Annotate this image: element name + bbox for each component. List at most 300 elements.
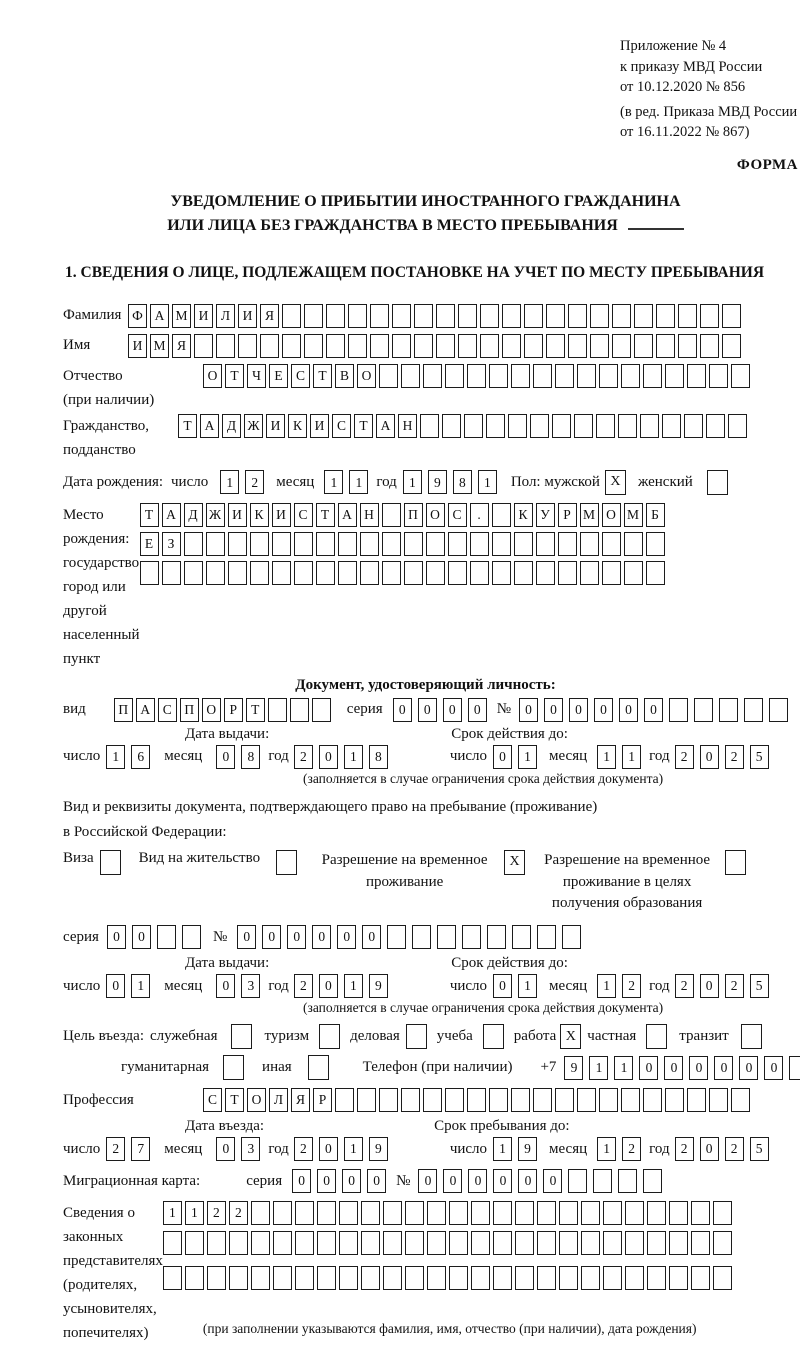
- char-cell[interactable]: [489, 1088, 508, 1112]
- char-cell[interactable]: [580, 561, 599, 585]
- char-cell[interactable]: [464, 414, 483, 438]
- char-cell[interactable]: О: [602, 503, 621, 527]
- char-cell[interactable]: 8: [453, 470, 472, 494]
- char-cell[interactable]: [316, 532, 335, 556]
- char-cell[interactable]: 2: [725, 974, 744, 998]
- char-cell[interactable]: А: [150, 304, 169, 328]
- char-cell[interactable]: [304, 304, 323, 328]
- char-cell[interactable]: [382, 503, 401, 527]
- char-cell[interactable]: О: [203, 364, 222, 388]
- char-cell[interactable]: [546, 334, 565, 358]
- char-cell[interactable]: [420, 414, 439, 438]
- char-cell[interactable]: [789, 1056, 800, 1080]
- char-cell[interactable]: [449, 1231, 468, 1255]
- char-cell[interactable]: [317, 1266, 336, 1290]
- char-cell[interactable]: 0: [237, 925, 256, 949]
- char-cell[interactable]: [480, 334, 499, 358]
- char-cell[interactable]: [383, 1231, 402, 1255]
- char-cell[interactable]: [512, 925, 531, 949]
- char-cell[interactable]: [624, 532, 643, 556]
- char-cell[interactable]: Б: [646, 503, 665, 527]
- char-cell[interactable]: [533, 364, 552, 388]
- char-cell[interactable]: [731, 1088, 750, 1112]
- char-cell[interactable]: [338, 561, 357, 585]
- char-cell[interactable]: [493, 1266, 512, 1290]
- char-cell[interactable]: [669, 1201, 688, 1225]
- char-cell[interactable]: 2: [207, 1201, 226, 1225]
- char-cell[interactable]: [643, 1169, 662, 1193]
- char-cell[interactable]: [442, 414, 461, 438]
- char-cell[interactable]: Ч: [247, 364, 266, 388]
- char-cell[interactable]: И: [272, 503, 291, 527]
- char-cell[interactable]: 1: [614, 1056, 633, 1080]
- char-cell[interactable]: Д: [184, 503, 203, 527]
- char-cell[interactable]: А: [338, 503, 357, 527]
- char-cell[interactable]: [268, 698, 287, 722]
- char-cell[interactable]: [590, 334, 609, 358]
- char-cell[interactable]: [502, 334, 521, 358]
- char-cell[interactable]: [558, 532, 577, 556]
- char-cell[interactable]: [295, 1231, 314, 1255]
- char-cell[interactable]: Ф: [128, 304, 147, 328]
- char-cell[interactable]: [157, 925, 176, 949]
- char-cell[interactable]: [555, 1088, 574, 1112]
- char-cell[interactable]: [559, 1231, 578, 1255]
- purpose-official-checkbox[interactable]: [231, 1024, 252, 1049]
- char-cell[interactable]: 2: [725, 745, 744, 769]
- char-cell[interactable]: [206, 561, 225, 585]
- char-cell[interactable]: 3: [241, 974, 260, 998]
- char-cell[interactable]: [448, 561, 467, 585]
- char-cell[interactable]: 0: [700, 1137, 719, 1161]
- sex-female-checkbox[interactable]: [707, 470, 728, 495]
- char-cell[interactable]: 2: [622, 974, 641, 998]
- char-cell[interactable]: Т: [246, 698, 265, 722]
- char-cell[interactable]: [515, 1231, 534, 1255]
- char-cell[interactable]: [678, 304, 697, 328]
- char-cell[interactable]: М: [172, 304, 191, 328]
- char-cell[interactable]: [511, 364, 530, 388]
- char-cell[interactable]: [458, 304, 477, 328]
- char-cell[interactable]: 0: [216, 1137, 235, 1161]
- char-cell[interactable]: [426, 561, 445, 585]
- char-cell[interactable]: З: [162, 532, 181, 556]
- char-cell[interactable]: Т: [316, 503, 335, 527]
- char-cell[interactable]: [182, 925, 201, 949]
- char-cell[interactable]: [348, 304, 367, 328]
- char-cell[interactable]: [470, 532, 489, 556]
- char-cell[interactable]: К: [250, 503, 269, 527]
- char-cell[interactable]: Д: [222, 414, 241, 438]
- char-cell[interactable]: [436, 304, 455, 328]
- char-cell[interactable]: [713, 1266, 732, 1290]
- char-cell[interactable]: В: [335, 364, 354, 388]
- char-cell[interactable]: 0: [700, 745, 719, 769]
- char-cell[interactable]: К: [288, 414, 307, 438]
- char-cell[interactable]: [537, 1231, 556, 1255]
- char-cell[interactable]: [486, 414, 505, 438]
- sex-male-checkbox[interactable]: X: [605, 470, 626, 495]
- char-cell[interactable]: [558, 561, 577, 585]
- char-cell[interactable]: 1: [493, 1137, 512, 1161]
- char-cell[interactable]: [662, 414, 681, 438]
- char-cell[interactable]: [524, 334, 543, 358]
- char-cell[interactable]: [493, 1231, 512, 1255]
- char-cell[interactable]: [581, 1266, 600, 1290]
- permit-option-visa-checkbox[interactable]: [100, 850, 121, 875]
- char-cell[interactable]: [272, 532, 291, 556]
- char-cell[interactable]: [294, 532, 313, 556]
- char-cell[interactable]: [568, 334, 587, 358]
- char-cell[interactable]: С: [203, 1088, 222, 1112]
- char-cell[interactable]: П: [180, 698, 199, 722]
- char-cell[interactable]: [487, 925, 506, 949]
- char-cell[interactable]: Л: [216, 304, 235, 328]
- char-cell[interactable]: [449, 1201, 468, 1225]
- char-cell[interactable]: 0: [342, 1169, 361, 1193]
- char-cell[interactable]: [392, 304, 411, 328]
- char-cell[interactable]: 0: [337, 925, 356, 949]
- char-cell[interactable]: 0: [216, 745, 235, 769]
- char-cell[interactable]: [684, 414, 703, 438]
- char-cell[interactable]: О: [247, 1088, 266, 1112]
- char-cell[interactable]: [691, 1231, 710, 1255]
- char-cell[interactable]: [731, 364, 750, 388]
- char-cell[interactable]: [647, 1231, 666, 1255]
- char-cell[interactable]: [640, 414, 659, 438]
- char-cell[interactable]: [326, 304, 345, 328]
- char-cell[interactable]: [216, 334, 235, 358]
- char-cell[interactable]: 0: [468, 1169, 487, 1193]
- char-cell[interactable]: [624, 561, 643, 585]
- char-cell[interactable]: 1: [106, 745, 125, 769]
- char-cell[interactable]: Р: [558, 503, 577, 527]
- char-cell[interactable]: Н: [398, 414, 417, 438]
- char-cell[interactable]: [744, 698, 763, 722]
- char-cell[interactable]: [423, 364, 442, 388]
- char-cell[interactable]: [339, 1266, 358, 1290]
- char-cell[interactable]: [467, 1088, 486, 1112]
- permit-option-rvp-checkbox[interactable]: X: [504, 850, 525, 875]
- char-cell[interactable]: 1: [597, 974, 616, 998]
- char-cell[interactable]: 0: [493, 745, 512, 769]
- char-cell[interactable]: 2: [675, 745, 694, 769]
- char-cell[interactable]: [722, 334, 741, 358]
- char-cell[interactable]: Е: [140, 532, 159, 556]
- char-cell[interactable]: 2: [294, 745, 313, 769]
- permit-option-residence-checkbox[interactable]: [276, 850, 297, 875]
- permit-option-education-checkbox[interactable]: [725, 850, 746, 875]
- char-cell[interactable]: [462, 925, 481, 949]
- char-cell[interactable]: [568, 304, 587, 328]
- char-cell[interactable]: [728, 414, 747, 438]
- char-cell[interactable]: [694, 698, 713, 722]
- char-cell[interactable]: 2: [675, 974, 694, 998]
- char-cell[interactable]: 0: [367, 1169, 386, 1193]
- char-cell[interactable]: Р: [313, 1088, 332, 1112]
- char-cell[interactable]: 1: [163, 1201, 182, 1225]
- char-cell[interactable]: [335, 1088, 354, 1112]
- char-cell[interactable]: [357, 1088, 376, 1112]
- char-cell[interactable]: 0: [443, 698, 462, 722]
- char-cell[interactable]: 0: [362, 925, 381, 949]
- char-cell[interactable]: [184, 532, 203, 556]
- char-cell[interactable]: Ж: [206, 503, 225, 527]
- char-cell[interactable]: [536, 532, 555, 556]
- char-cell[interactable]: 0: [644, 698, 663, 722]
- char-cell[interactable]: И: [194, 304, 213, 328]
- char-cell[interactable]: И: [128, 334, 147, 358]
- char-cell[interactable]: С: [291, 364, 310, 388]
- char-cell[interactable]: 5: [750, 974, 769, 998]
- char-cell[interactable]: [536, 561, 555, 585]
- char-cell[interactable]: [599, 364, 618, 388]
- char-cell[interactable]: [370, 334, 389, 358]
- char-cell[interactable]: Т: [178, 414, 197, 438]
- char-cell[interactable]: [185, 1266, 204, 1290]
- char-cell[interactable]: [559, 1201, 578, 1225]
- char-cell[interactable]: [706, 414, 725, 438]
- char-cell[interactable]: 5: [750, 745, 769, 769]
- char-cell[interactable]: 0: [689, 1056, 708, 1080]
- char-cell[interactable]: Е: [269, 364, 288, 388]
- char-cell[interactable]: М: [624, 503, 643, 527]
- char-cell[interactable]: 8: [241, 745, 260, 769]
- char-cell[interactable]: [508, 414, 527, 438]
- char-cell[interactable]: 2: [675, 1137, 694, 1161]
- char-cell[interactable]: Т: [140, 503, 159, 527]
- char-cell[interactable]: 5: [750, 1137, 769, 1161]
- char-cell[interactable]: 2: [622, 1137, 641, 1161]
- char-cell[interactable]: [238, 334, 257, 358]
- char-cell[interactable]: [568, 1169, 587, 1193]
- char-cell[interactable]: [621, 364, 640, 388]
- char-cell[interactable]: [404, 561, 423, 585]
- char-cell[interactable]: [338, 532, 357, 556]
- char-cell[interactable]: [467, 364, 486, 388]
- char-cell[interactable]: [603, 1266, 622, 1290]
- char-cell[interactable]: 1: [185, 1201, 204, 1225]
- char-cell[interactable]: 9: [369, 1137, 388, 1161]
- char-cell[interactable]: [580, 532, 599, 556]
- char-cell[interactable]: [404, 532, 423, 556]
- char-cell[interactable]: 0: [544, 698, 563, 722]
- char-cell[interactable]: 9: [518, 1137, 537, 1161]
- char-cell[interactable]: [546, 304, 565, 328]
- char-cell[interactable]: [295, 1201, 314, 1225]
- char-cell[interactable]: [599, 1088, 618, 1112]
- char-cell[interactable]: 0: [443, 1169, 462, 1193]
- char-cell[interactable]: Л: [269, 1088, 288, 1112]
- char-cell[interactable]: [514, 561, 533, 585]
- char-cell[interactable]: 0: [317, 1169, 336, 1193]
- char-cell[interactable]: [304, 334, 323, 358]
- char-cell[interactable]: А: [136, 698, 155, 722]
- char-cell[interactable]: [524, 304, 543, 328]
- purpose-other-checkbox[interactable]: [308, 1055, 329, 1080]
- char-cell[interactable]: [492, 561, 511, 585]
- char-cell[interactable]: [272, 561, 291, 585]
- char-cell[interactable]: [489, 364, 508, 388]
- char-cell[interactable]: [709, 1088, 728, 1112]
- char-cell[interactable]: [312, 698, 331, 722]
- char-cell[interactable]: [515, 1201, 534, 1225]
- char-cell[interactable]: И: [228, 503, 247, 527]
- char-cell[interactable]: [625, 1266, 644, 1290]
- char-cell[interactable]: [722, 304, 741, 328]
- char-cell[interactable]: [687, 364, 706, 388]
- char-cell[interactable]: 1: [403, 470, 422, 494]
- char-cell[interactable]: С: [448, 503, 467, 527]
- char-cell[interactable]: [502, 304, 521, 328]
- char-cell[interactable]: [769, 698, 788, 722]
- char-cell[interactable]: 0: [739, 1056, 758, 1080]
- char-cell[interactable]: [295, 1266, 314, 1290]
- char-cell[interactable]: [207, 1266, 226, 1290]
- char-cell[interactable]: [713, 1201, 732, 1225]
- char-cell[interactable]: [612, 334, 631, 358]
- char-cell[interactable]: 1: [597, 1137, 616, 1161]
- char-cell[interactable]: [458, 334, 477, 358]
- char-cell[interactable]: [405, 1266, 424, 1290]
- char-cell[interactable]: 1: [518, 974, 537, 998]
- char-cell[interactable]: [426, 532, 445, 556]
- char-cell[interactable]: [669, 1266, 688, 1290]
- char-cell[interactable]: [163, 1231, 182, 1255]
- char-cell[interactable]: [559, 1266, 578, 1290]
- char-cell[interactable]: [382, 532, 401, 556]
- purpose-tourism-checkbox[interactable]: [319, 1024, 340, 1049]
- char-cell[interactable]: [361, 1201, 380, 1225]
- char-cell[interactable]: 0: [700, 974, 719, 998]
- char-cell[interactable]: [414, 304, 433, 328]
- char-cell[interactable]: М: [150, 334, 169, 358]
- char-cell[interactable]: [405, 1231, 424, 1255]
- char-cell[interactable]: [228, 532, 247, 556]
- char-cell[interactable]: [229, 1231, 248, 1255]
- char-cell[interactable]: 0: [619, 698, 638, 722]
- char-cell[interactable]: [427, 1266, 446, 1290]
- char-cell[interactable]: [590, 304, 609, 328]
- char-cell[interactable]: [379, 1088, 398, 1112]
- char-cell[interactable]: [555, 364, 574, 388]
- char-cell[interactable]: [713, 1231, 732, 1255]
- char-cell[interactable]: [562, 925, 581, 949]
- char-cell[interactable]: [669, 698, 688, 722]
- char-cell[interactable]: [625, 1201, 644, 1225]
- char-cell[interactable]: 0: [292, 1169, 311, 1193]
- char-cell[interactable]: [449, 1266, 468, 1290]
- char-cell[interactable]: 0: [393, 698, 412, 722]
- char-cell[interactable]: 2: [229, 1201, 248, 1225]
- char-cell[interactable]: [691, 1201, 710, 1225]
- char-cell[interactable]: [282, 304, 301, 328]
- char-cell[interactable]: 9: [564, 1056, 583, 1080]
- char-cell[interactable]: И: [266, 414, 285, 438]
- char-cell[interactable]: [184, 561, 203, 585]
- char-cell[interactable]: [250, 532, 269, 556]
- char-cell[interactable]: [581, 1231, 600, 1255]
- char-cell[interactable]: 9: [428, 470, 447, 494]
- char-cell[interactable]: [602, 532, 621, 556]
- purpose-study-checkbox[interactable]: [483, 1024, 504, 1049]
- char-cell[interactable]: С: [294, 503, 313, 527]
- char-cell[interactable]: [656, 334, 675, 358]
- char-cell[interactable]: [414, 334, 433, 358]
- char-cell[interactable]: [719, 698, 738, 722]
- char-cell[interactable]: [383, 1201, 402, 1225]
- char-cell[interactable]: [492, 503, 511, 527]
- char-cell[interactable]: [273, 1231, 292, 1255]
- char-cell[interactable]: .: [470, 503, 489, 527]
- char-cell[interactable]: [401, 364, 420, 388]
- char-cell[interactable]: 1: [589, 1056, 608, 1080]
- char-cell[interactable]: [228, 561, 247, 585]
- char-cell[interactable]: [294, 561, 313, 585]
- char-cell[interactable]: [392, 334, 411, 358]
- char-cell[interactable]: [405, 1201, 424, 1225]
- char-cell[interactable]: [290, 698, 309, 722]
- char-cell[interactable]: [514, 532, 533, 556]
- char-cell[interactable]: [445, 1088, 464, 1112]
- char-cell[interactable]: [360, 532, 379, 556]
- char-cell[interactable]: С: [332, 414, 351, 438]
- char-cell[interactable]: [480, 304, 499, 328]
- char-cell[interactable]: Т: [225, 1088, 244, 1112]
- char-cell[interactable]: 1: [324, 470, 343, 494]
- char-cell[interactable]: 0: [518, 1169, 537, 1193]
- char-cell[interactable]: 1: [478, 470, 497, 494]
- char-cell[interactable]: И: [310, 414, 329, 438]
- char-cell[interactable]: 0: [132, 925, 151, 949]
- char-cell[interactable]: П: [404, 503, 423, 527]
- char-cell[interactable]: 0: [594, 698, 613, 722]
- char-cell[interactable]: Я: [172, 334, 191, 358]
- char-cell[interactable]: У: [536, 503, 555, 527]
- char-cell[interactable]: Я: [260, 304, 279, 328]
- char-cell[interactable]: 1: [344, 1137, 363, 1161]
- char-cell[interactable]: Т: [313, 364, 332, 388]
- char-cell[interactable]: [492, 532, 511, 556]
- char-cell[interactable]: Я: [291, 1088, 310, 1112]
- char-cell[interactable]: [700, 304, 719, 328]
- char-cell[interactable]: 1: [131, 974, 150, 998]
- char-cell[interactable]: 0: [216, 974, 235, 998]
- char-cell[interactable]: [511, 1088, 530, 1112]
- char-cell[interactable]: [647, 1266, 666, 1290]
- char-cell[interactable]: Ж: [244, 414, 263, 438]
- char-cell[interactable]: [574, 414, 593, 438]
- char-cell[interactable]: А: [200, 414, 219, 438]
- char-cell[interactable]: [360, 561, 379, 585]
- char-cell[interactable]: 3: [241, 1137, 260, 1161]
- char-cell[interactable]: [678, 334, 697, 358]
- char-cell[interactable]: О: [426, 503, 445, 527]
- char-cell[interactable]: [643, 364, 662, 388]
- char-cell[interactable]: [530, 414, 549, 438]
- purpose-work-checkbox[interactable]: X: [560, 1024, 581, 1049]
- char-cell[interactable]: [317, 1231, 336, 1255]
- char-cell[interactable]: [665, 1088, 684, 1112]
- char-cell[interactable]: 9: [369, 974, 388, 998]
- char-cell[interactable]: [163, 1266, 182, 1290]
- char-cell[interactable]: [647, 1201, 666, 1225]
- char-cell[interactable]: С: [158, 698, 177, 722]
- char-cell[interactable]: [383, 1266, 402, 1290]
- char-cell[interactable]: [634, 334, 653, 358]
- char-cell[interactable]: [379, 364, 398, 388]
- char-cell[interactable]: [361, 1231, 380, 1255]
